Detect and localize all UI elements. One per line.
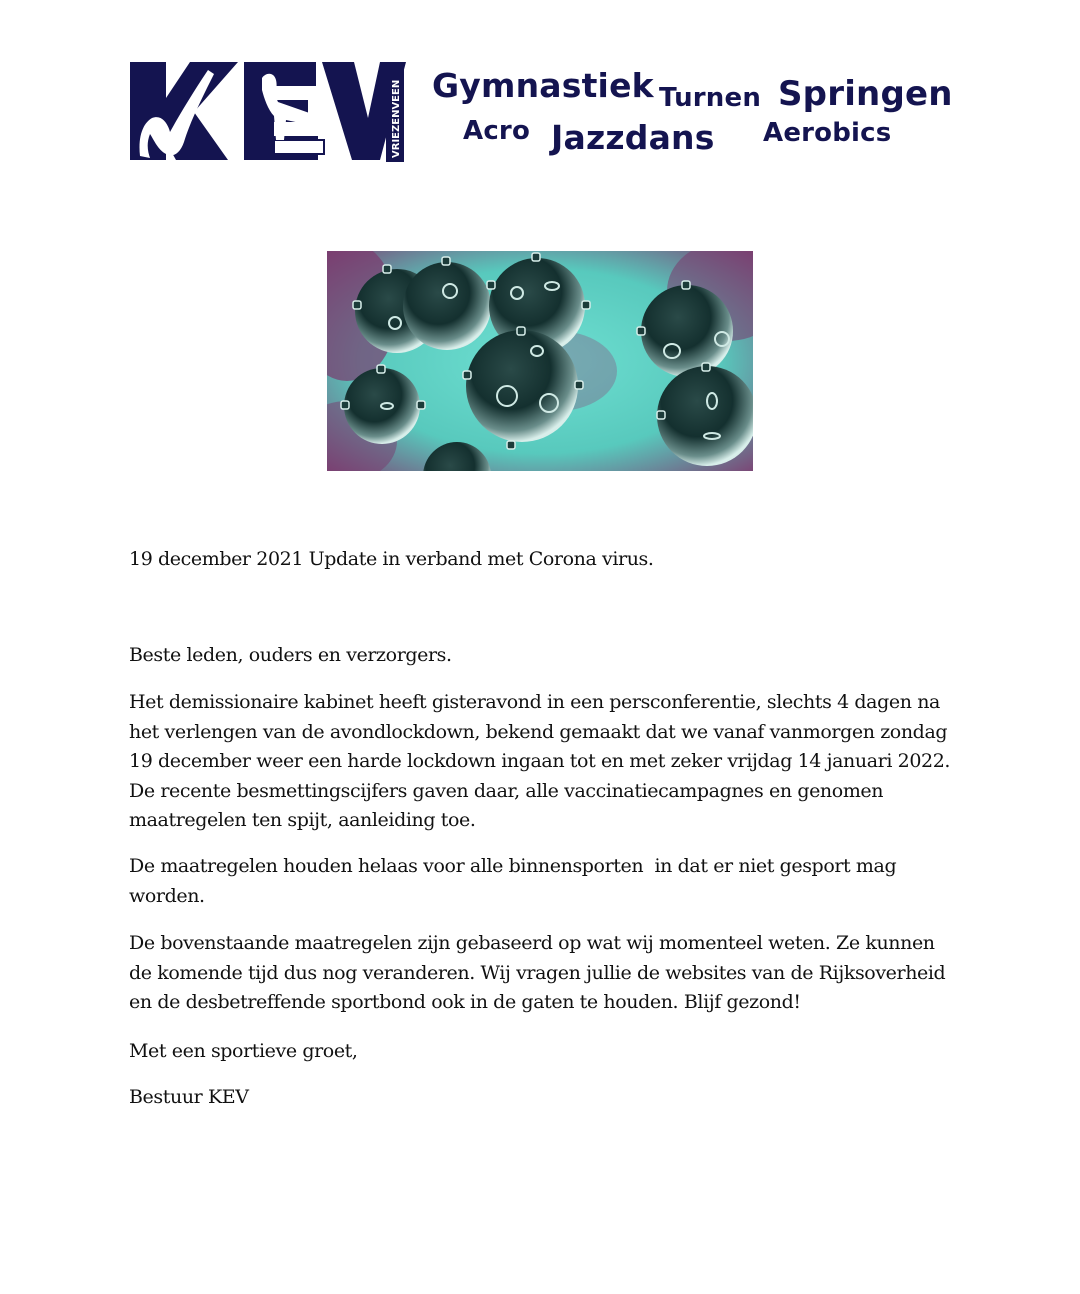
discipline-aerobics: Aerobics [763, 118, 892, 148]
paragraph-line: maatregelen ten spijt, aanleiding toe. [129, 809, 476, 831]
discipline-acro: Acro [463, 116, 531, 146]
paragraph-indoor-sports [129, 852, 959, 911]
paragraph-line: Het demissionaire kabinet heeft gisteravond in een persconferentie, slechts 4 dagen na [129, 691, 940, 713]
paragraph-line: 19 december weer een harde lockdown ingaan tot en met zeker vrijdag 14 januari 2022. [129, 750, 951, 772]
paragraph-line: de komende tijd dus nog veranderen. Wij vragen jullie de websites van de Rijksoverheid [129, 961, 946, 984]
paragraph-line: De bovenstaande maatregelen zijn gebaseerd op wat wij momenteel weten. Ze kunnen [129, 932, 935, 954]
virus-illustration-icon [327, 251, 753, 471]
corona-virus-image [327, 251, 753, 471]
letter-greeting: Beste leden, ouders en verzorgers. [129, 644, 452, 666]
letter-signature: Bestuur KEV [129, 1086, 249, 1108]
paragraph-line: De maatregelen houden helaas voor alle binnensporten in dat er niet gesport mag [129, 855, 897, 877]
letter-closing: Met een sportieve groet, [129, 1040, 358, 1062]
paragraph-line: De recente besmettingscijfers gaven daar, alle vaccinatiecampagnes en genomen [129, 779, 884, 802]
letter-title: 19 december 2021 Update in verband met Corona virus. [129, 548, 654, 570]
kev-logo-icon [128, 58, 406, 164]
discipline-jazzdans: Jazzdans [551, 118, 715, 157]
discipline-springen: Springen [778, 74, 953, 114]
paragraph-line: het verlengen van de avondlockdown, bekend gemaakt dat we vanaf vanmorgen zondag [129, 720, 948, 743]
kev-logo [128, 58, 406, 164]
paragraph-disclaimer [129, 929, 959, 1018]
paragraph-lockdown-announcement [129, 688, 959, 836]
paragraph-line: en de desbetreffende sportbond ook in de gaten te houden. Blijf gezond! [129, 991, 801, 1013]
paragraph-line: worden. [129, 884, 205, 907]
discipline-turnen: Turnen [659, 83, 762, 113]
svg-text:VRIEZENVEEN: VRIEZENVEEN [391, 79, 402, 158]
discipline-gymnastiek: Gymnastiek [432, 66, 654, 105]
